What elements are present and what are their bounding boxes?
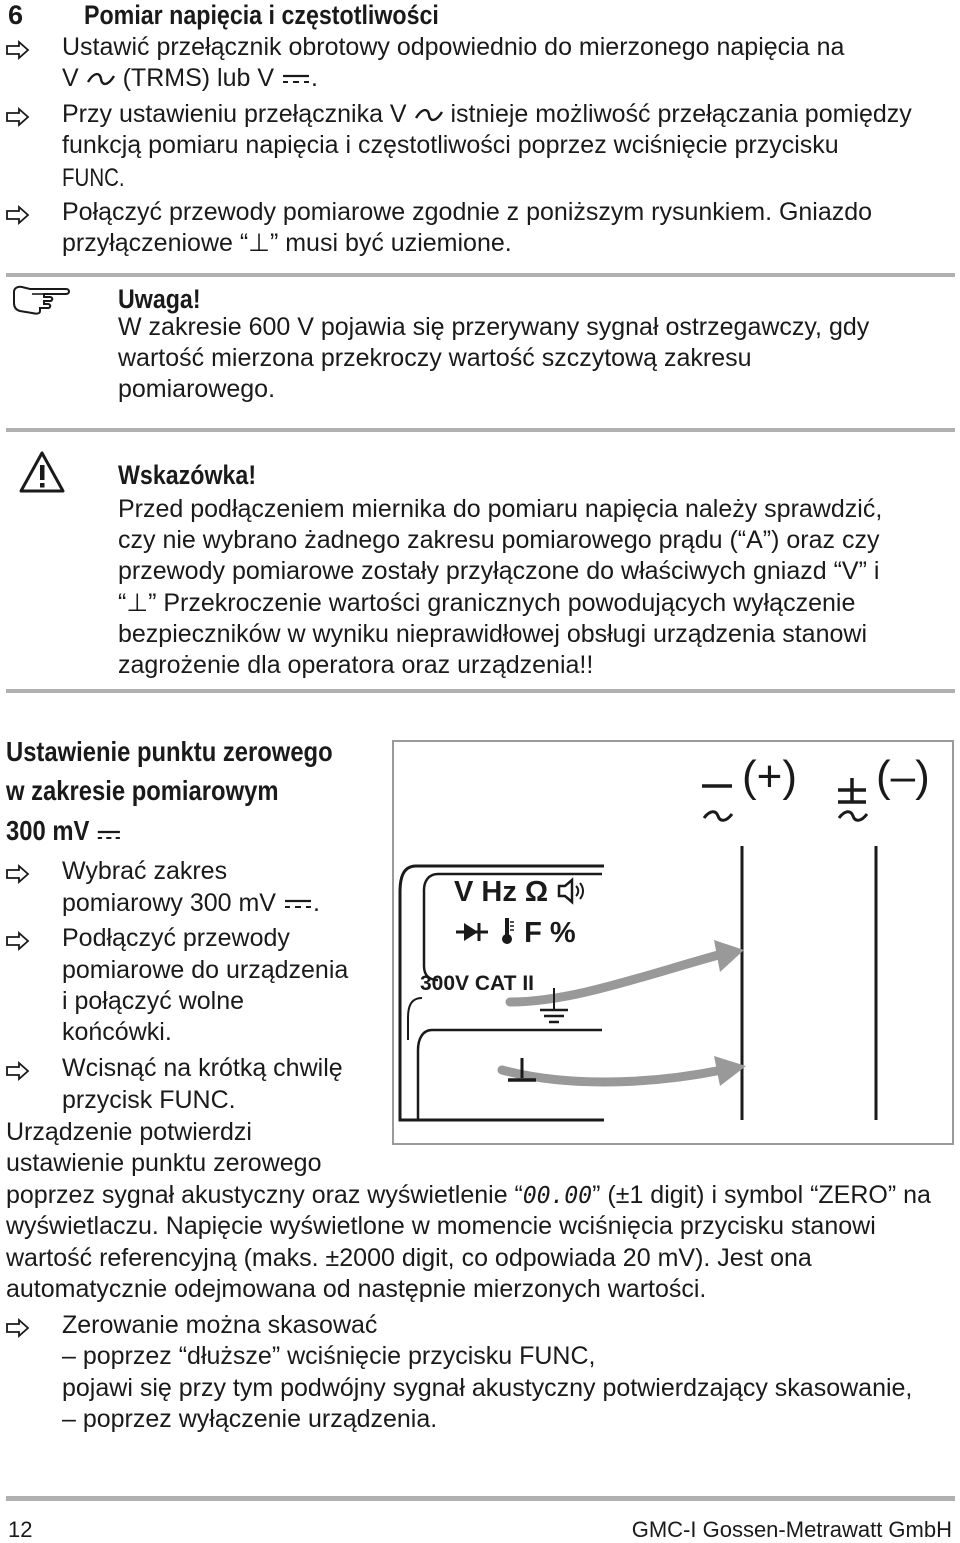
step-2-line-1: Podłączyć przewody: [62, 924, 290, 952]
divider: [6, 428, 955, 432]
dc-icon: [96, 828, 122, 842]
divider: [6, 1496, 955, 1501]
pointing-hand-icon: [10, 282, 74, 316]
trms-text: (TRMS) lub V: [122, 64, 274, 92]
connection-diagram: [392, 740, 954, 1145]
note-line-1: W zakresie 600 V pojawia się przerywany sygnał ostrzegawczy, gdy: [118, 313, 870, 341]
zero-heading-range: 300 mV: [6, 815, 90, 846]
zero-heading-line-1: Ustawienie punktu zerowego: [6, 736, 333, 767]
arrow-icon: [6, 1061, 30, 1081]
bullet-3-line-2: przyłączeniowe “⊥” musi być uziemione.: [62, 229, 512, 257]
arrow-icon: [6, 40, 30, 60]
section-title: Pomiar napięcia i częstotliwości: [84, 0, 439, 30]
diode-icon: [454, 920, 490, 944]
step-1-range: pomiarowy 300 mV: [62, 889, 276, 917]
zero-paragraph-line-1: Urządzenie potwierdzi: [6, 1118, 252, 1146]
bullet-2-line-1: [62, 99, 912, 130]
zero-paragraph-text-a: poprzez sygnał akustyczny oraz wyświetlenie “: [6, 1181, 523, 1209]
zero-heading-line-3: [6, 811, 121, 851]
bullet-3-line-1: Połączyć przewody pomiarowe zgodnie z poniższym rysunkiem. Gniazdo: [62, 198, 873, 226]
zero-paragraph-line-6: automatycznie odejmowana od następnie mierzonych wartości.: [6, 1275, 707, 1303]
period: .: [312, 889, 320, 917]
page-number: 12: [8, 1517, 33, 1542]
arrow-icon: [6, 107, 30, 127]
step-4-line-2: – poprzez “dłuższe” wciśnięcie przycisku FUNC,: [62, 1342, 596, 1370]
arrow-icon: [6, 864, 30, 884]
arrow-icon: [6, 205, 30, 225]
warning-line-1: Przed podłączeniem miernika do pomiaru napięcia należy sprawdzić,: [118, 495, 883, 523]
warning-line-2: czy nie wybrano żadnego zakresu pomiarowego prądu (“A”) oraz czy: [118, 526, 880, 554]
warning-triangle-icon: [18, 450, 66, 494]
display-reading: 00.00: [522, 1183, 593, 1209]
warning-line-6: zagrożenie dla operatora oraz urządzenia!!: [118, 651, 594, 679]
bullet-2-line-3: [62, 163, 138, 194]
function-labels-f-percent: F %: [524, 917, 576, 949]
zero-paragraph-line-2: ustawienie punktu zerowego: [6, 1149, 322, 1177]
function-labels-row-1: [454, 876, 586, 909]
function-labels-row-2: [454, 916, 576, 950]
section-number: 6: [8, 0, 24, 30]
dc-icon: [283, 897, 313, 911]
warning-line-5: bezpieczników w wyniku nieprawidłowej obsługi urządzenia stanowi: [118, 620, 867, 648]
function-labels-v-hz-ohm: V Hz Ω: [454, 876, 549, 908]
note-line-2: wartość mierzona przekroczy wartość szczytową zakresu: [118, 344, 752, 372]
arrow-icon: [6, 1318, 30, 1338]
zero-paragraph-line-5: wartość referencyjną (maks. ±2000 digit, co odpowiada 20 mV). Jest ona: [6, 1244, 812, 1272]
step-4-line-1: Zerowanie można skasować: [62, 1311, 378, 1339]
note-heading: Uwaga!: [118, 284, 201, 314]
step-2-line-4: końcówki.: [62, 1018, 172, 1046]
step-3-line-1: Wcisnąć na krótką chwilę: [62, 1054, 343, 1082]
zero-heading-line-2: w zakresie pomiarowym: [6, 775, 279, 806]
thermometer-icon: [498, 916, 516, 946]
step-4-line-3: pojawi się przy tym podwójny sygnał akustyczny potwierdzający skasowanie,: [62, 1374, 913, 1402]
bullet-1-line-1: Ustawić przełącznik obrotowy odpowiednio do mierzonego napięcia na: [62, 33, 845, 61]
step-2-line-2: pomiarowe do urządzenia: [62, 956, 349, 984]
warning-line-4: “⊥” Przekroczenie wartości granicznych powodujących wyłączenie: [118, 589, 856, 617]
lead-label-plus: (+): [742, 752, 797, 801]
speaker-icon: [556, 877, 586, 905]
note-line-3: pomiarowego.: [118, 375, 276, 403]
bullet-2-text-b: istnieje możliwość przełączania pomiędzy: [450, 100, 912, 128]
divider: [6, 273, 955, 277]
step-1-line-1: Wybrać zakres: [62, 857, 228, 885]
lead-label-minus: (–): [876, 752, 930, 801]
arrow-icon: [6, 931, 30, 951]
func-key-label: FUNC.: [62, 164, 125, 192]
zero-paragraph-line-4: wyświetlaczu. Napięcie wyświetlone w momencie wciśnięcia przycisku stanowi: [6, 1212, 876, 1240]
bullet-2-line-2: funkcją pomiaru napięcia i częstotliwości poprzez wciśnięcie przycisku: [62, 131, 839, 159]
step-1-line-2: [62, 888, 320, 919]
zero-paragraph-text-c: ” (±1 digit) i symbol “ZERO” na: [592, 1181, 931, 1209]
category-label: 300V CAT II: [420, 972, 534, 995]
step-4-line-4: – poprzez wyłączenie urządzenia.: [62, 1405, 438, 1433]
ac-icon: [414, 108, 444, 122]
publisher-name: GMC-I Gossen-Metrawatt GmbH: [631, 1517, 952, 1542]
zero-paragraph-line-3: [6, 1180, 931, 1212]
warning-heading: Wskazówka!: [118, 460, 257, 490]
bullet-2-text-a: Przy ustawieniu przełącznika V: [62, 100, 407, 128]
period: .: [310, 64, 318, 92]
divider: [6, 689, 955, 693]
warning-line-3: przewody pomiarowe zostały przyłączone do właściwych gniazd “V” i: [118, 557, 880, 585]
volt-symbol: V: [62, 64, 79, 92]
step-3-line-2: przycisk FUNC.: [62, 1086, 236, 1114]
dc-icon: [281, 72, 311, 86]
step-2-line-3: i połączyć wolne: [62, 987, 245, 1015]
bullet-1-line-2: [62, 63, 318, 94]
ac-icon: [86, 72, 116, 86]
